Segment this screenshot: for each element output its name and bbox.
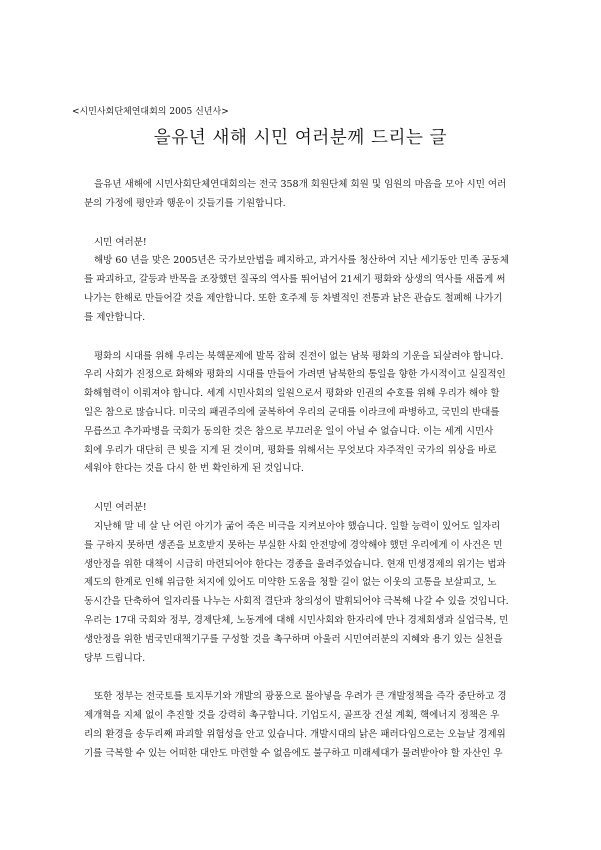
text-line: 제개혁을 지체 없이 추진할 것을 강력히 촉구합니다. 기업도시, 골프장 건설 계획, 핵에너지 정책은 우: [84, 710, 500, 722]
greeting-2: 시민 여러분!: [94, 502, 147, 514]
text-line: 을유년 새해에 시민사회단체연대회의는 전국 358개 회원단체 회원 및 임원의 마음을 모아 시민 여러: [94, 179, 507, 190]
text-line: 나가는 한해로 만들어갈 것을 제안합니다. 또한 호주제 등 차별적인 전통과 낡은 관습도 철폐해 나가기: [84, 292, 503, 304]
text-line: 우리는 17대 국회와 정부, 경제단체, 노동계에 대해 시민사회와 한자리에 만나 경제회생과 실업극복, 민: [84, 614, 509, 626]
document-title: 을유년 새해 시민 여러분께 드리는 글: [153, 128, 448, 148]
text-line: 무릅쓰고 추가파병을 국회가 동의한 것은 참으로 부끄러운 일이 아닐 수 없습니다. 이는 세계 시민사: [84, 425, 494, 437]
text-line: 제도의 한계로 인해 위급한 처지에 있어도 미약한 도움을 청할 길이 없는 이웃의 고통을 보살피고, 노: [84, 577, 497, 589]
text-line: 를 구하지 못하면 생존을 보호받지 못하는 부실한 사회 안전망에 경악해야 했던 우리에게 이 사건은 민: [84, 539, 503, 551]
paragraph-4: [84, 518, 517, 668]
text-line: 당부 드립니다.: [84, 652, 146, 664]
text-line: 생안정을 위한 대책이 시급히 마련되어야 한다는 경종을 울려주었습니다. 현재 민생경제의 위기는 법과: [84, 558, 506, 570]
text-line: 일은 참으로 많습니다. 미국의 패권주의에 굴복하여 우리의 군대를 이라크에 파병하고, 국민의 반대를: [84, 406, 500, 418]
text-line: 세워야 한다는 것을 다시 한 번 확인하게 된 것입니다.: [84, 463, 304, 475]
text-line: 지난해 말 네 살 난 어린 아기가 굶어 죽은 비극을 지켜보아야 했습니다. 일할 능력이 있어도 일자리: [94, 520, 501, 532]
paragraph-1: [84, 176, 517, 214]
paragraph-2: [84, 252, 517, 327]
document-header: <시민사회단체연대회의 2005 신년사>: [72, 107, 229, 117]
text-line: 평화의 시대를 위해 우리는 북핵문제에 발목 잡혀 진전이 없는 남북 평화의 기운을 되살려야 합니다.: [94, 350, 504, 362]
text-line: 기를 극복할 수 있는 어떠한 대안도 마련할 수 없음에도 불구하고 미래세대가 물려받아야 할 자산인 우: [84, 747, 503, 759]
text-line: 생안정을 위한 범국민대책기구를 구성할 것을 촉구하며 아울러 시민여러분의 지혜와 용기 있는 실천을: [84, 633, 503, 645]
text-line: 회에 우리가 대단히 큰 빚을 지게 된 것이며, 평화를 위해서는 무엇보다 자주적인 국가의 위상을 바로: [84, 444, 497, 456]
text-line: 를 제안합니다.: [84, 311, 146, 323]
paragraph-3: [84, 348, 517, 480]
text-line: 동시간을 단축하여 일자리를 나누는 사회적 결단과 창의성이 발휘되어야 극복해 나갈 수 있을 것입니다.: [84, 596, 509, 608]
text-line: 화해협력이 이뤄져야 합니다. 세계 시민사회의 일원으로서 평화와 인권의 수호를 위해 우리가 해야 할: [84, 388, 500, 400]
paragraph-5: [84, 688, 517, 763]
text-line: 우리 사회가 진정으로 화해와 평화의 시대를 만들어 가려면 남북한의 통일을 향한 가시적이고 실질적인: [84, 369, 506, 381]
greeting-1: 시민 여러분!: [94, 236, 147, 248]
text-line: 를 파괴하고, 갈등과 반목을 조장했던 질곡의 역사를 뛰어넘어 21세기 평화와 상생의 역사를 새롭게 써: [84, 274, 506, 286]
text-line: 해방 60 년을 맞은 2005년은 국가보안법을 폐지하고, 과거사를 청산하여 지난 세기동안 민족 공동체: [94, 255, 510, 267]
text-line: 또한 정부는 전국토를 토지투기와 개발의 광풍으로 몰아넣을 우려가 큰 개발정책을 즉각 중단하고 경: [94, 691, 507, 703]
text-line: 리의 환경을 송두리째 파괴할 위험성을 안고 있습니다. 개발시대의 낡은 패러다임으로는 오늘날 경제위: [84, 728, 506, 740]
text-line: 분의 가정에 평안과 행운이 깃들기를 기원합니다.: [84, 197, 286, 209]
